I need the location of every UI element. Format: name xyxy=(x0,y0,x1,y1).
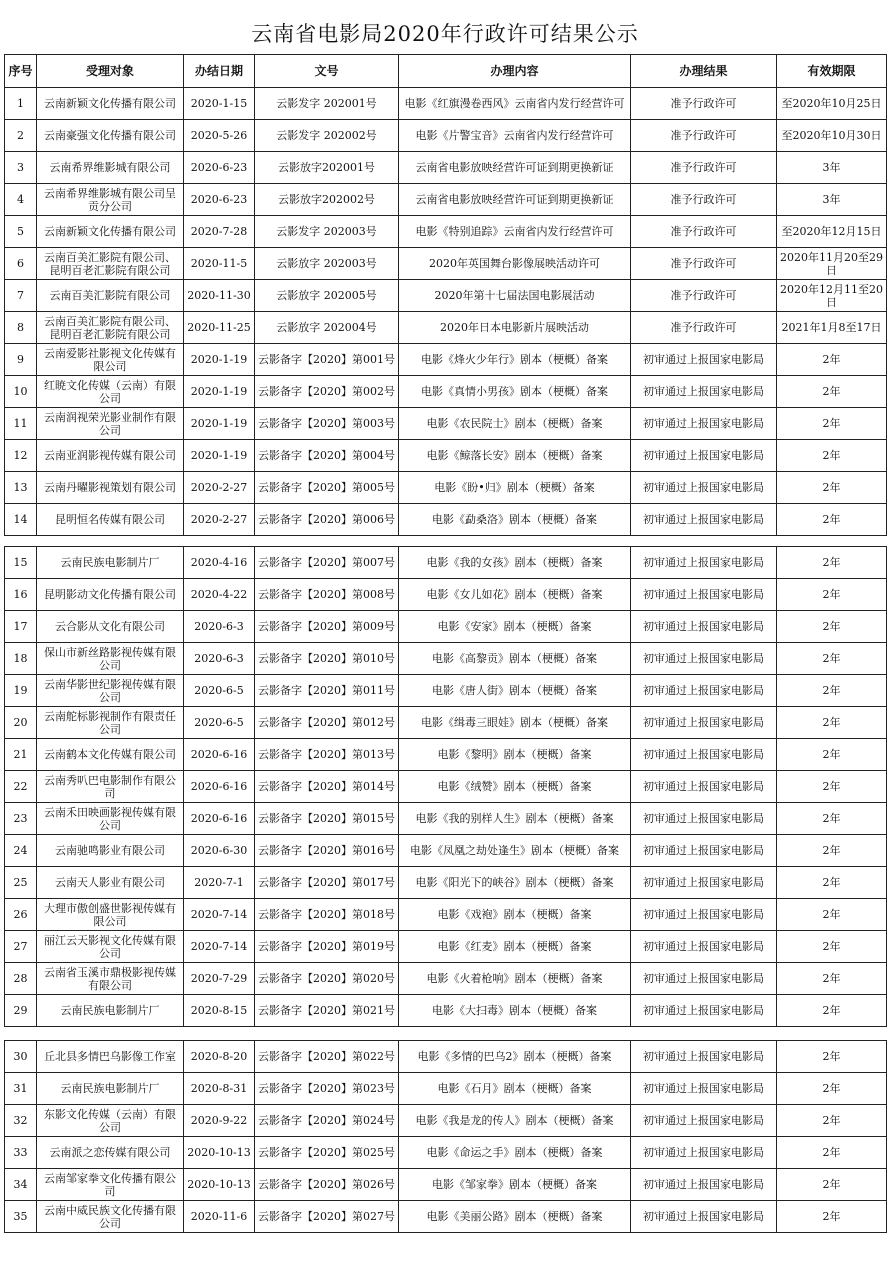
cell-result: 初审通过上报国家电影局 xyxy=(631,547,777,579)
cell-result: 初审通过上报国家电影局 xyxy=(631,1105,777,1137)
cell-index: 7 xyxy=(5,280,37,312)
cell-result: 初审通过上报国家电影局 xyxy=(631,1073,777,1105)
cell-result: 准予行政许可 xyxy=(631,184,777,216)
cell-applicant: 云南秀叭巴电影制作有限公司 xyxy=(37,771,184,803)
cell-result: 初审通过上报国家电影局 xyxy=(631,1201,777,1233)
cell-date: 2020-6-23 xyxy=(184,184,255,216)
cell-validity: 2年 xyxy=(777,739,887,771)
cell-content: 云南省电影放映经营许可证到期更换新证 xyxy=(399,152,631,184)
cell-index: 16 xyxy=(5,579,37,611)
cell-index: 35 xyxy=(5,1201,37,1233)
cell-date: 2020-2-27 xyxy=(184,504,255,536)
cell-index: 4 xyxy=(5,184,37,216)
cell-applicant: 云南驰鸣影业有限公司 xyxy=(37,835,184,867)
cell-validity: 2年 xyxy=(777,547,887,579)
cell-doc-number: 云影备字【2020】第011号 xyxy=(255,675,399,707)
cell-result: 准予行政许可 xyxy=(631,152,777,184)
cell-applicant: 云南天人影业有限公司 xyxy=(37,867,184,899)
cell-result: 准予行政许可 xyxy=(631,120,777,152)
table-row xyxy=(5,1169,887,1201)
cell-date: 2020-11-30 xyxy=(184,280,255,312)
cell-validity: 2020年12月11至20日 xyxy=(777,280,887,312)
cell-doc-number: 云影放字202001号 xyxy=(255,152,399,184)
cell-result: 准予行政许可 xyxy=(631,312,777,344)
cell-validity: 2年 xyxy=(777,1169,887,1201)
cell-validity: 2年 xyxy=(777,408,887,440)
table-row xyxy=(5,995,887,1027)
cell-doc-number: 云影备字【2020】第002号 xyxy=(255,376,399,408)
header-doc-number: 文号 xyxy=(255,55,399,88)
cell-validity: 2年 xyxy=(777,1137,887,1169)
cell-content: 电影《命运之手》剧本（梗概）备案 xyxy=(399,1137,631,1169)
cell-doc-number: 云影备字【2020】第012号 xyxy=(255,707,399,739)
cell-content: 电影《鲸落长安》剧本（梗概）备案 xyxy=(399,440,631,472)
cell-applicant: 云南新颖文化传播有限公司 xyxy=(37,88,184,120)
cell-result: 初审通过上报国家电影局 xyxy=(631,675,777,707)
cell-date: 2020-8-31 xyxy=(184,1073,255,1105)
cell-result: 初审通过上报国家电影局 xyxy=(631,504,777,536)
cell-result: 初审通过上报国家电影局 xyxy=(631,344,777,376)
cell-doc-number: 云影备字【2020】第018号 xyxy=(255,899,399,931)
cell-result: 初审通过上报国家电影局 xyxy=(631,1041,777,1073)
cell-index: 9 xyxy=(5,344,37,376)
cell-date: 2020-6-3 xyxy=(184,611,255,643)
cell-doc-number: 云影备字【2020】第025号 xyxy=(255,1137,399,1169)
cell-index: 20 xyxy=(5,707,37,739)
table-row xyxy=(5,184,887,216)
cell-index: 24 xyxy=(5,835,37,867)
cell-result: 初审通过上报国家电影局 xyxy=(631,867,777,899)
cell-index: 15 xyxy=(5,547,37,579)
cell-result: 准予行政许可 xyxy=(631,280,777,312)
cell-content: 电影《烽火少年行》剧本（梗概）备案 xyxy=(399,344,631,376)
cell-validity: 2年 xyxy=(777,867,887,899)
cell-content: 电影《盼•归》剧本（梗概）备案 xyxy=(399,472,631,504)
cell-validity: 2年 xyxy=(777,1105,887,1137)
cell-validity: 2年 xyxy=(777,1073,887,1105)
cell-applicant: 云南百美汇影院有限公司、昆明百老汇影院有限公司 xyxy=(37,248,184,280)
cell-index: 11 xyxy=(5,408,37,440)
table-row xyxy=(5,803,887,835)
cell-index: 34 xyxy=(5,1169,37,1201)
cell-applicant: 云南润视荣光影业制作有限公司 xyxy=(37,408,184,440)
cell-content: 电影《邹家拳》剧本（梗概）备案 xyxy=(399,1169,631,1201)
cell-result: 初审通过上报国家电影局 xyxy=(631,611,777,643)
cell-validity: 2年 xyxy=(777,963,887,995)
table-row xyxy=(5,1201,887,1233)
cell-validity: 2年 xyxy=(777,504,887,536)
cell-index: 31 xyxy=(5,1073,37,1105)
cell-applicant: 云南中威民族文化传播有限公司 xyxy=(37,1201,184,1233)
cell-date: 2020-6-5 xyxy=(184,675,255,707)
cell-content: 电影《黎明》剧本（梗概）备案 xyxy=(399,739,631,771)
table-row xyxy=(5,611,887,643)
cell-content: 电影《女儿如花》剧本（梗概）备案 xyxy=(399,579,631,611)
table-row xyxy=(5,1105,887,1137)
cell-content: 电影《我的女孩》剧本（梗概）备案 xyxy=(399,547,631,579)
cell-applicant: 云南爱影社影视文化传媒有限公司 xyxy=(37,344,184,376)
permit-table-page-2 xyxy=(4,546,887,1027)
cell-date: 2020-6-5 xyxy=(184,707,255,739)
table-header-row xyxy=(5,55,887,88)
cell-doc-number: 云影备字【2020】第005号 xyxy=(255,472,399,504)
cell-content: 电影《戏袍》剧本（梗概）备案 xyxy=(399,899,631,931)
cell-doc-number: 云影备字【2020】第007号 xyxy=(255,547,399,579)
table-row xyxy=(5,1073,887,1105)
cell-validity: 2年 xyxy=(777,771,887,803)
cell-doc-number: 云影备字【2020】第015号 xyxy=(255,803,399,835)
cell-doc-number: 云影备字【2020】第014号 xyxy=(255,771,399,803)
cell-content: 电影《勐桑洛》剧本（梗概）备案 xyxy=(399,504,631,536)
cell-index: 22 xyxy=(5,771,37,803)
cell-index: 8 xyxy=(5,312,37,344)
cell-validity: 2020年11月20至29日 xyxy=(777,248,887,280)
cell-doc-number: 云影放字 202003号 xyxy=(255,248,399,280)
cell-doc-number: 云影备字【2020】第004号 xyxy=(255,440,399,472)
cell-applicant: 丘北县多情巴乌影像工作室 xyxy=(37,1041,184,1073)
cell-date: 2020-1-15 xyxy=(184,88,255,120)
table-row xyxy=(5,931,887,963)
cell-date: 2020-11-25 xyxy=(184,312,255,344)
cell-content: 电影《美丽公路》剧本（梗概）备案 xyxy=(399,1201,631,1233)
cell-content: 电影《农民院士》剧本（梗概）备案 xyxy=(399,408,631,440)
cell-content: 电影《我是龙的传人》剧本（梗概）备案 xyxy=(399,1105,631,1137)
cell-index: 3 xyxy=(5,152,37,184)
table-row xyxy=(5,867,887,899)
cell-doc-number: 云影备字【2020】第003号 xyxy=(255,408,399,440)
cell-date: 2020-7-1 xyxy=(184,867,255,899)
table-row xyxy=(5,963,887,995)
table-row xyxy=(5,504,887,536)
cell-content: 电影《片警宝音》云南省内发行经营许可 xyxy=(399,120,631,152)
cell-validity: 2年 xyxy=(777,643,887,675)
header-index: 序号 xyxy=(5,55,37,88)
cell-applicant: 丽江云天影视文化传媒有限公司 xyxy=(37,931,184,963)
cell-index: 25 xyxy=(5,867,37,899)
permit-table-page-3 xyxy=(4,1040,887,1233)
cell-applicant: 云南百美汇影院有限公司、昆明百老汇影院有限公司 xyxy=(37,312,184,344)
table-row xyxy=(5,408,887,440)
cell-index: 29 xyxy=(5,995,37,1027)
cell-doc-number: 云影备字【2020】第022号 xyxy=(255,1041,399,1073)
table-row xyxy=(5,152,887,184)
cell-applicant: 云南豪强文化传播有限公司 xyxy=(37,120,184,152)
cell-doc-number: 云影备字【2020】第026号 xyxy=(255,1169,399,1201)
cell-applicant: 云南禾田映画影视传媒有限公司 xyxy=(37,803,184,835)
cell-date: 2020-11-6 xyxy=(184,1201,255,1233)
cell-content: 电影《多情的巴乌2》剧本（梗概）备案 xyxy=(399,1041,631,1073)
cell-validity: 2年 xyxy=(777,344,887,376)
cell-validity: 2年 xyxy=(777,803,887,835)
cell-validity: 至2020年12月15日 xyxy=(777,216,887,248)
page-title: 云南省电影局2020年行政许可结果公示 xyxy=(251,22,639,46)
cell-validity: 2年 xyxy=(777,579,887,611)
cell-index: 30 xyxy=(5,1041,37,1073)
cell-content: 电影《凤凰之劫处逢生》剧本（梗概）备案 xyxy=(399,835,631,867)
cell-result: 准予行政许可 xyxy=(631,248,777,280)
table-row xyxy=(5,1041,887,1073)
cell-doc-number: 云影备字【2020】第017号 xyxy=(255,867,399,899)
table-row xyxy=(5,899,887,931)
cell-result: 初审通过上报国家电影局 xyxy=(631,579,777,611)
cell-applicant: 云南省玉溪市鼎极影视传媒有限公司 xyxy=(37,963,184,995)
cell-index: 17 xyxy=(5,611,37,643)
header-date: 办结日期 xyxy=(184,55,255,88)
cell-applicant: 云南亚润影视传媒有限公司 xyxy=(37,440,184,472)
cell-result: 准予行政许可 xyxy=(631,88,777,120)
cell-content: 电影《火着枪响》剧本（梗概）备案 xyxy=(399,963,631,995)
cell-content: 电影《高黎贡》剧本（梗概）备案 xyxy=(399,643,631,675)
cell-result: 初审通过上报国家电影局 xyxy=(631,440,777,472)
cell-content: 电影《真情小男孩》剧本（梗概）备案 xyxy=(399,376,631,408)
cell-index: 12 xyxy=(5,440,37,472)
cell-doc-number: 云影备字【2020】第009号 xyxy=(255,611,399,643)
cell-result: 初审通过上报国家电影局 xyxy=(631,1169,777,1201)
cell-doc-number: 云影备字【2020】第020号 xyxy=(255,963,399,995)
cell-date: 2020-10-13 xyxy=(184,1169,255,1201)
cell-doc-number: 云影备字【2020】第001号 xyxy=(255,344,399,376)
cell-applicant: 云南鹤本文化传媒有限公司 xyxy=(37,739,184,771)
cell-content: 2020年日本电影新片展映活动 xyxy=(399,312,631,344)
table-row xyxy=(5,643,887,675)
cell-validity: 3年 xyxy=(777,184,887,216)
cell-validity: 2年 xyxy=(777,376,887,408)
cell-validity: 至2020年10月25日 xyxy=(777,88,887,120)
cell-date: 2020-7-29 xyxy=(184,963,255,995)
cell-validity: 2年 xyxy=(777,440,887,472)
cell-doc-number: 云影发字 202003号 xyxy=(255,216,399,248)
cell-index: 10 xyxy=(5,376,37,408)
cell-date: 2020-1-19 xyxy=(184,376,255,408)
cell-applicant: 昆明影动文化传播有限公司 xyxy=(37,579,184,611)
cell-content: 电影《特别追踪》云南省内发行经营许可 xyxy=(399,216,631,248)
cell-validity: 2年 xyxy=(777,835,887,867)
cell-index: 19 xyxy=(5,675,37,707)
cell-applicant: 云南新颖文化传播有限公司 xyxy=(37,216,184,248)
table-row xyxy=(5,739,887,771)
header-validity: 有效期限 xyxy=(777,55,887,88)
cell-date: 2020-6-23 xyxy=(184,152,255,184)
table-row xyxy=(5,216,887,248)
table-row xyxy=(5,440,887,472)
cell-date: 2020-8-20 xyxy=(184,1041,255,1073)
table-row xyxy=(5,1137,887,1169)
cell-validity: 2年 xyxy=(777,675,887,707)
cell-doc-number: 云影发字 202002号 xyxy=(255,120,399,152)
cell-date: 2020-11-5 xyxy=(184,248,255,280)
cell-doc-number: 云影放字202002号 xyxy=(255,184,399,216)
cell-content: 电影《阳光下的峡谷》剧本（梗概）备案 xyxy=(399,867,631,899)
cell-validity: 2年 xyxy=(777,472,887,504)
cell-result: 初审通过上报国家电影局 xyxy=(631,408,777,440)
cell-content: 电影《大扫毒》剧本（梗概）备案 xyxy=(399,995,631,1027)
cell-index: 33 xyxy=(5,1137,37,1169)
table-row xyxy=(5,675,887,707)
table-row xyxy=(5,579,887,611)
table-row xyxy=(5,547,887,579)
cell-date: 2020-10-13 xyxy=(184,1137,255,1169)
cell-date: 2020-9-22 xyxy=(184,1105,255,1137)
table-row xyxy=(5,312,887,344)
cell-result: 初审通过上报国家电影局 xyxy=(631,835,777,867)
cell-doc-number: 云影备字【2020】第006号 xyxy=(255,504,399,536)
cell-date: 2020-7-14 xyxy=(184,899,255,931)
cell-index: 23 xyxy=(5,803,37,835)
cell-doc-number: 云影备字【2020】第010号 xyxy=(255,643,399,675)
table-row xyxy=(5,280,887,312)
table-row xyxy=(5,771,887,803)
table-row xyxy=(5,376,887,408)
cell-result: 初审通过上报国家电影局 xyxy=(631,472,777,504)
cell-date: 2020-6-30 xyxy=(184,835,255,867)
cell-date: 2020-6-16 xyxy=(184,739,255,771)
cell-validity: 2年 xyxy=(777,611,887,643)
cell-doc-number: 云影备字【2020】第023号 xyxy=(255,1073,399,1105)
cell-content: 电影《安家》剧本（梗概）备案 xyxy=(399,611,631,643)
cell-result: 初审通过上报国家电影局 xyxy=(631,376,777,408)
cell-result: 初审通过上报国家电影局 xyxy=(631,707,777,739)
cell-validity: 2年 xyxy=(777,899,887,931)
cell-date: 2020-1-19 xyxy=(184,344,255,376)
table-row xyxy=(5,248,887,280)
cell-validity: 2年 xyxy=(777,707,887,739)
table-row xyxy=(5,344,887,376)
header-applicant: 受理对象 xyxy=(37,55,184,88)
cell-doc-number: 云影发字 202001号 xyxy=(255,88,399,120)
cell-index: 18 xyxy=(5,643,37,675)
cell-date: 2020-1-19 xyxy=(184,408,255,440)
cell-validity: 2021年1月8至17日 xyxy=(777,312,887,344)
cell-validity: 3年 xyxy=(777,152,887,184)
cell-date: 2020-8-15 xyxy=(184,995,255,1027)
cell-applicant: 云南民族电影制片厂 xyxy=(37,995,184,1027)
cell-doc-number: 云影备字【2020】第021号 xyxy=(255,995,399,1027)
cell-validity: 2年 xyxy=(777,995,887,1027)
permit-table-page-1 xyxy=(4,54,887,536)
cell-doc-number: 云影放字 202005号 xyxy=(255,280,399,312)
cell-applicant: 云南华影世纪影视传媒有限公司 xyxy=(37,675,184,707)
cell-index: 21 xyxy=(5,739,37,771)
cell-applicant: 云合影从文化有限公司 xyxy=(37,611,184,643)
cell-date: 2020-7-14 xyxy=(184,931,255,963)
cell-index: 32 xyxy=(5,1105,37,1137)
cell-index: 13 xyxy=(5,472,37,504)
table-row xyxy=(5,835,887,867)
cell-content: 电影《唐人街》剧本（梗概）备案 xyxy=(399,675,631,707)
cell-date: 2020-6-16 xyxy=(184,771,255,803)
cell-content: 电影《我的别样人生》剧本（梗概）备案 xyxy=(399,803,631,835)
cell-date: 2020-5-26 xyxy=(184,120,255,152)
cell-date: 2020-1-19 xyxy=(184,440,255,472)
cell-doc-number: 云影备字【2020】第027号 xyxy=(255,1201,399,1233)
cell-applicant: 云南邹家拳文化传播有限公司 xyxy=(37,1169,184,1201)
cell-result: 初审通过上报国家电影局 xyxy=(631,1137,777,1169)
cell-result: 初审通过上报国家电影局 xyxy=(631,771,777,803)
cell-content: 电影《石月》剧本（梗概）备案 xyxy=(399,1073,631,1105)
cell-content: 2020年第十七届法国电影展活动 xyxy=(399,280,631,312)
cell-doc-number: 云影备字【2020】第024号 xyxy=(255,1105,399,1137)
cell-index: 5 xyxy=(5,216,37,248)
table-row xyxy=(5,472,887,504)
cell-applicant: 云南百美汇影院有限公司 xyxy=(37,280,184,312)
cell-result: 准予行政许可 xyxy=(631,216,777,248)
cell-applicant: 云南民族电影制片厂 xyxy=(37,547,184,579)
cell-date: 2020-2-27 xyxy=(184,472,255,504)
cell-index: 6 xyxy=(5,248,37,280)
cell-applicant: 保山市新丝路影视传媒有限公司 xyxy=(37,643,184,675)
cell-index: 14 xyxy=(5,504,37,536)
cell-index: 27 xyxy=(5,931,37,963)
cell-date: 2020-7-28 xyxy=(184,216,255,248)
cell-result: 初审通过上报国家电影局 xyxy=(631,803,777,835)
cell-content: 电影《缉毒三眼娃》剧本（梗概）备案 xyxy=(399,707,631,739)
cell-doc-number: 云影备字【2020】第008号 xyxy=(255,579,399,611)
cell-index: 1 xyxy=(5,88,37,120)
cell-doc-number: 云影备字【2020】第016号 xyxy=(255,835,399,867)
cell-result: 初审通过上报国家电影局 xyxy=(631,899,777,931)
cell-doc-number: 云影备字【2020】第013号 xyxy=(255,739,399,771)
cell-date: 2020-6-16 xyxy=(184,803,255,835)
cell-result: 初审通过上报国家电影局 xyxy=(631,995,777,1027)
cell-result: 初审通过上报国家电影局 xyxy=(631,931,777,963)
cell-index: 2 xyxy=(5,120,37,152)
cell-index: 28 xyxy=(5,963,37,995)
cell-applicant: 昆明恒名传媒有限公司 xyxy=(37,504,184,536)
cell-content: 电影《绒赞》剧本（梗概）备案 xyxy=(399,771,631,803)
table-row xyxy=(5,88,887,120)
cell-applicant: 东影文化传媒（云南）有限公司 xyxy=(37,1105,184,1137)
cell-content: 云南省电影放映经营许可证到期更换新证 xyxy=(399,184,631,216)
cell-applicant: 云南希界维影城有限公司 xyxy=(37,152,184,184)
cell-doc-number: 云影放字 202004号 xyxy=(255,312,399,344)
cell-content: 电影《红旗漫卷西风》云南省内发行经营许可 xyxy=(399,88,631,120)
cell-applicant: 云南希界维影城有限公司呈贡分公司 xyxy=(37,184,184,216)
cell-applicant: 云南派之恋传媒有限公司 xyxy=(37,1137,184,1169)
cell-doc-number: 云影备字【2020】第019号 xyxy=(255,931,399,963)
cell-result: 初审通过上报国家电影局 xyxy=(631,963,777,995)
header-content: 办理内容 xyxy=(399,55,631,88)
cell-applicant: 云南舵标影视制作有限责任公司 xyxy=(37,707,184,739)
cell-applicant: 红暁文化传媒（云南）有限公司 xyxy=(37,376,184,408)
cell-applicant: 大理市傲创盛世影视传媒有限公司 xyxy=(37,899,184,931)
cell-result: 初审通过上报国家电影局 xyxy=(631,643,777,675)
cell-validity: 至2020年10月30日 xyxy=(777,120,887,152)
cell-result: 初审通过上报国家电影局 xyxy=(631,739,777,771)
cell-content: 2020年英国舞台影像展映活动许可 xyxy=(399,248,631,280)
cell-date: 2020-4-16 xyxy=(184,547,255,579)
header-result: 办理结果 xyxy=(631,55,777,88)
cell-date: 2020-4-22 xyxy=(184,579,255,611)
cell-content: 电影《红麦》剧本（梗概）备案 xyxy=(399,931,631,963)
cell-index: 26 xyxy=(5,899,37,931)
cell-date: 2020-6-3 xyxy=(184,643,255,675)
cell-validity: 2年 xyxy=(777,931,887,963)
cell-applicant: 云南民族电影制片厂 xyxy=(37,1073,184,1105)
cell-applicant: 云南丹曜影视策划有限公司 xyxy=(37,472,184,504)
cell-validity: 2年 xyxy=(777,1041,887,1073)
table-row xyxy=(5,707,887,739)
cell-validity: 2年 xyxy=(777,1201,887,1233)
table-row xyxy=(5,120,887,152)
